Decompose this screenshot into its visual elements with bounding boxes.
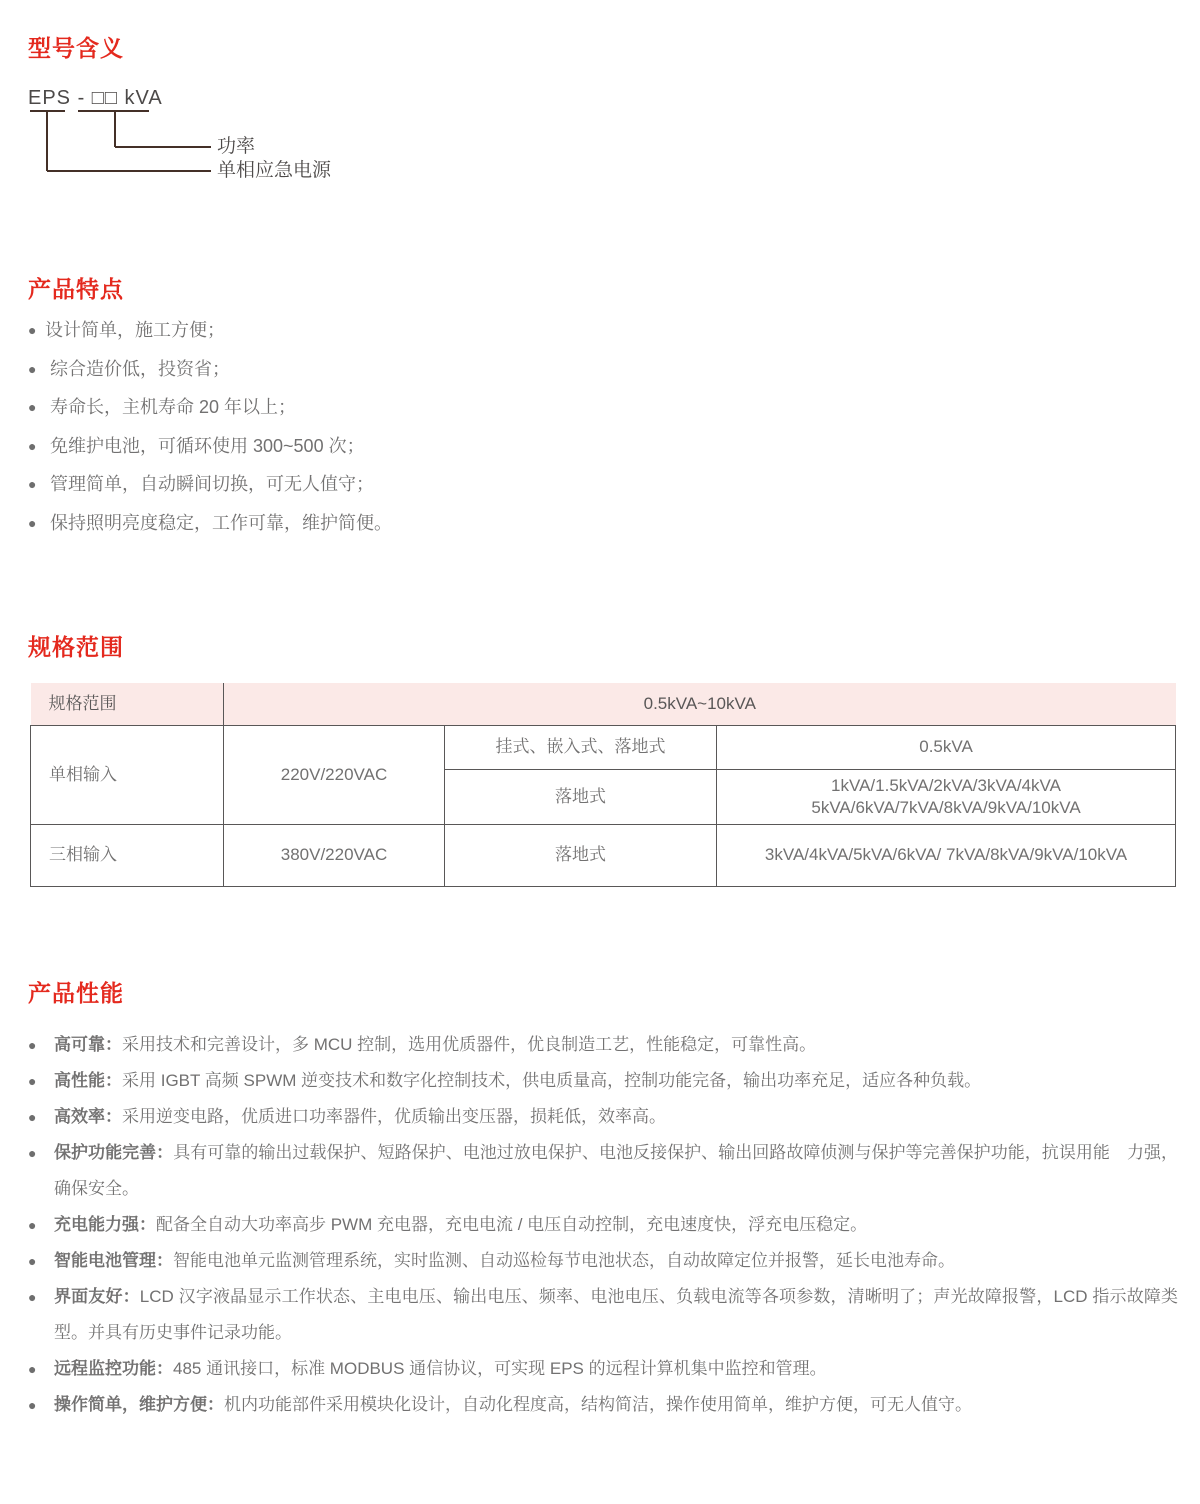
capacity-line-2: 5kVA/6kVA/7kVA/8kVA/9kVA/10kVA (811, 797, 1081, 817)
bullet-icon: ● (28, 1253, 37, 1269)
section-heading-model-meaning: 型号含义 (28, 35, 124, 61)
cell-mount-type: 落地式 (445, 769, 717, 824)
performance-item-text: 采用 IGBT 高频 SPWM 逆变技术和数字化控制技术，供电质量高，控制功能完备，输出功率充足，适应各种负载。 (122, 1071, 982, 1090)
cell-single-phase-input: 单相输入 (31, 725, 224, 824)
list-item (28, 427, 1178, 466)
performance-item-text: 采用技术和完善设计，多 MCU 控制，选用优质器件，优良制造工艺，性能稳定，可靠性高。 (122, 1035, 817, 1054)
feature-text: 免维护电池，可循环使用 300~500 次； (50, 435, 365, 456)
feature-list (28, 311, 1178, 542)
cell-mount-type: 落地式 (445, 824, 717, 886)
table-header-range-value: 0.5kVA~10kVA (224, 683, 1176, 725)
list-item (28, 1135, 1178, 1207)
list-item (28, 1027, 1178, 1063)
bullet-icon: ● (28, 476, 37, 492)
model-code: EPS - □□ kVA (28, 87, 163, 109)
cell-single-phase-voltage: 220V/220VAC (224, 725, 445, 824)
table-header-spec-range: 规格范围 (31, 683, 224, 725)
performance-item-text: 具有可靠的输出过载保护、短路保护、电池过放电保护、电池反接保护、输出回路故障侦测与保护等完善保护功能，抗误用能 力强，确保安全。 (54, 1143, 1179, 1198)
section-heading-spec-range: 规格范围 (28, 634, 124, 660)
model-label-single-phase-eps: 单相应急电源 (217, 160, 332, 181)
performance-item-label: 高性能： (54, 1071, 122, 1090)
performance-item-label: 远程监控功能： (54, 1359, 173, 1378)
cell-capacity (717, 769, 1176, 824)
list-item (28, 1099, 1178, 1135)
bullet-icon: ● (28, 1289, 37, 1305)
performance-item-label: 高效率： (54, 1107, 122, 1126)
bullet-icon: ● (28, 1037, 37, 1053)
cell-mount-type: 挂式、嵌入式、落地式 (445, 725, 717, 769)
bullet-icon: ● (28, 1397, 37, 1413)
performance-item-text: 485 通讯接口，标准 MODBUS 通信协议，可实现 EPS 的远程计算机集中监控和管理。 (173, 1359, 827, 1378)
bullet-icon: ● (28, 1109, 37, 1125)
feature-text: 综合造价低，投资省； (50, 358, 230, 379)
performance-item-label: 智能电池管理： (54, 1251, 173, 1270)
model-label-power: 功率 (217, 136, 256, 157)
list-item (28, 311, 1178, 350)
list-item (28, 350, 1178, 389)
performance-item-text: 配备全自动大功率高步 PWM 充电器，充电电流 / 电压自动控制，充电速度快，浮充电压稳定。 (156, 1215, 868, 1234)
bullet-icon: ● (28, 1217, 37, 1233)
bullet-icon: ● (28, 360, 37, 377)
performance-item-label: 操作简单，维护方便： (54, 1395, 224, 1414)
bullet-icon: ● (28, 437, 37, 454)
performance-item-text: 采用逆变电路，优质进口功率器件，优质输出变压器，损耗低，效率高。 (122, 1107, 666, 1126)
spec-range-table (30, 683, 1176, 887)
performance-item-text: 智能电池单元监测管理系统，实时监测、自动巡检每节电池状态，自动故障定位并报警，延长电池寿命。 (173, 1251, 955, 1270)
bullet-icon: ● (28, 1073, 37, 1089)
capacity-line-1: 1kVA/1.5kVA/2kVA/3kVA/4kVA (831, 775, 1061, 795)
table-header-row (31, 683, 1176, 725)
bullet-icon: ● (28, 514, 37, 531)
list-item (28, 504, 1178, 543)
list-item (28, 1279, 1178, 1351)
bullet-icon: ● (28, 1145, 37, 1161)
feature-text: 保持照明亮度稳定，工作可靠，维护简便。 (50, 512, 392, 533)
list-item (28, 1243, 1178, 1279)
performance-item-label: 充电能力强： (54, 1215, 156, 1234)
table-row (31, 725, 1176, 769)
performance-list (28, 1027, 1178, 1423)
performance-item-label: 高可靠： (54, 1035, 122, 1054)
bullet-icon: ● (28, 322, 37, 338)
section-heading-product-features: 产品特点 (28, 276, 124, 302)
list-item (28, 1063, 1178, 1099)
cell-three-phase-voltage: 380V/220VAC (224, 824, 445, 886)
model-diagram (28, 84, 668, 196)
list-item (28, 1207, 1178, 1243)
cell-three-phase-input: 三相输入 (31, 824, 224, 886)
bullet-icon: ● (28, 1361, 37, 1377)
table-row (31, 824, 1176, 886)
feature-text: 设计简单，施工方便； (45, 320, 225, 340)
feature-text: 寿命长，主机寿命 20 年以上； (50, 397, 297, 417)
cell-capacity: 0.5kVA (717, 725, 1176, 769)
performance-item-label: 界面友好： (54, 1287, 140, 1306)
feature-text: 管理简单，自动瞬间切换，可无人值守； (50, 474, 374, 494)
list-item (28, 1387, 1178, 1423)
section-heading-product-performance: 产品性能 (28, 980, 124, 1006)
performance-item-text: LCD 汉字液晶显示工作状态、主电电压、输出电压、频率、电池电压、负载电流等各项参数，清晰明了；声光故障报警，LCD 指示故障类型。并具有历史事件记录功能。 (54, 1287, 1179, 1342)
cell-capacity: 3kVA/4kVA/5kVA/6kVA/ 7kVA/8kVA/9kVA/10kVA (717, 824, 1176, 886)
list-item (28, 388, 1178, 427)
list-item (28, 1351, 1178, 1387)
bullet-icon: ● (28, 399, 37, 415)
performance-item-text: 机内功能部件采用模块化设计，自动化程度高，结构简洁，操作使用简单，维护方便，可无人值守。 (224, 1395, 972, 1414)
list-item (28, 465, 1178, 504)
performance-item-label: 保护功能完善： (54, 1143, 174, 1162)
